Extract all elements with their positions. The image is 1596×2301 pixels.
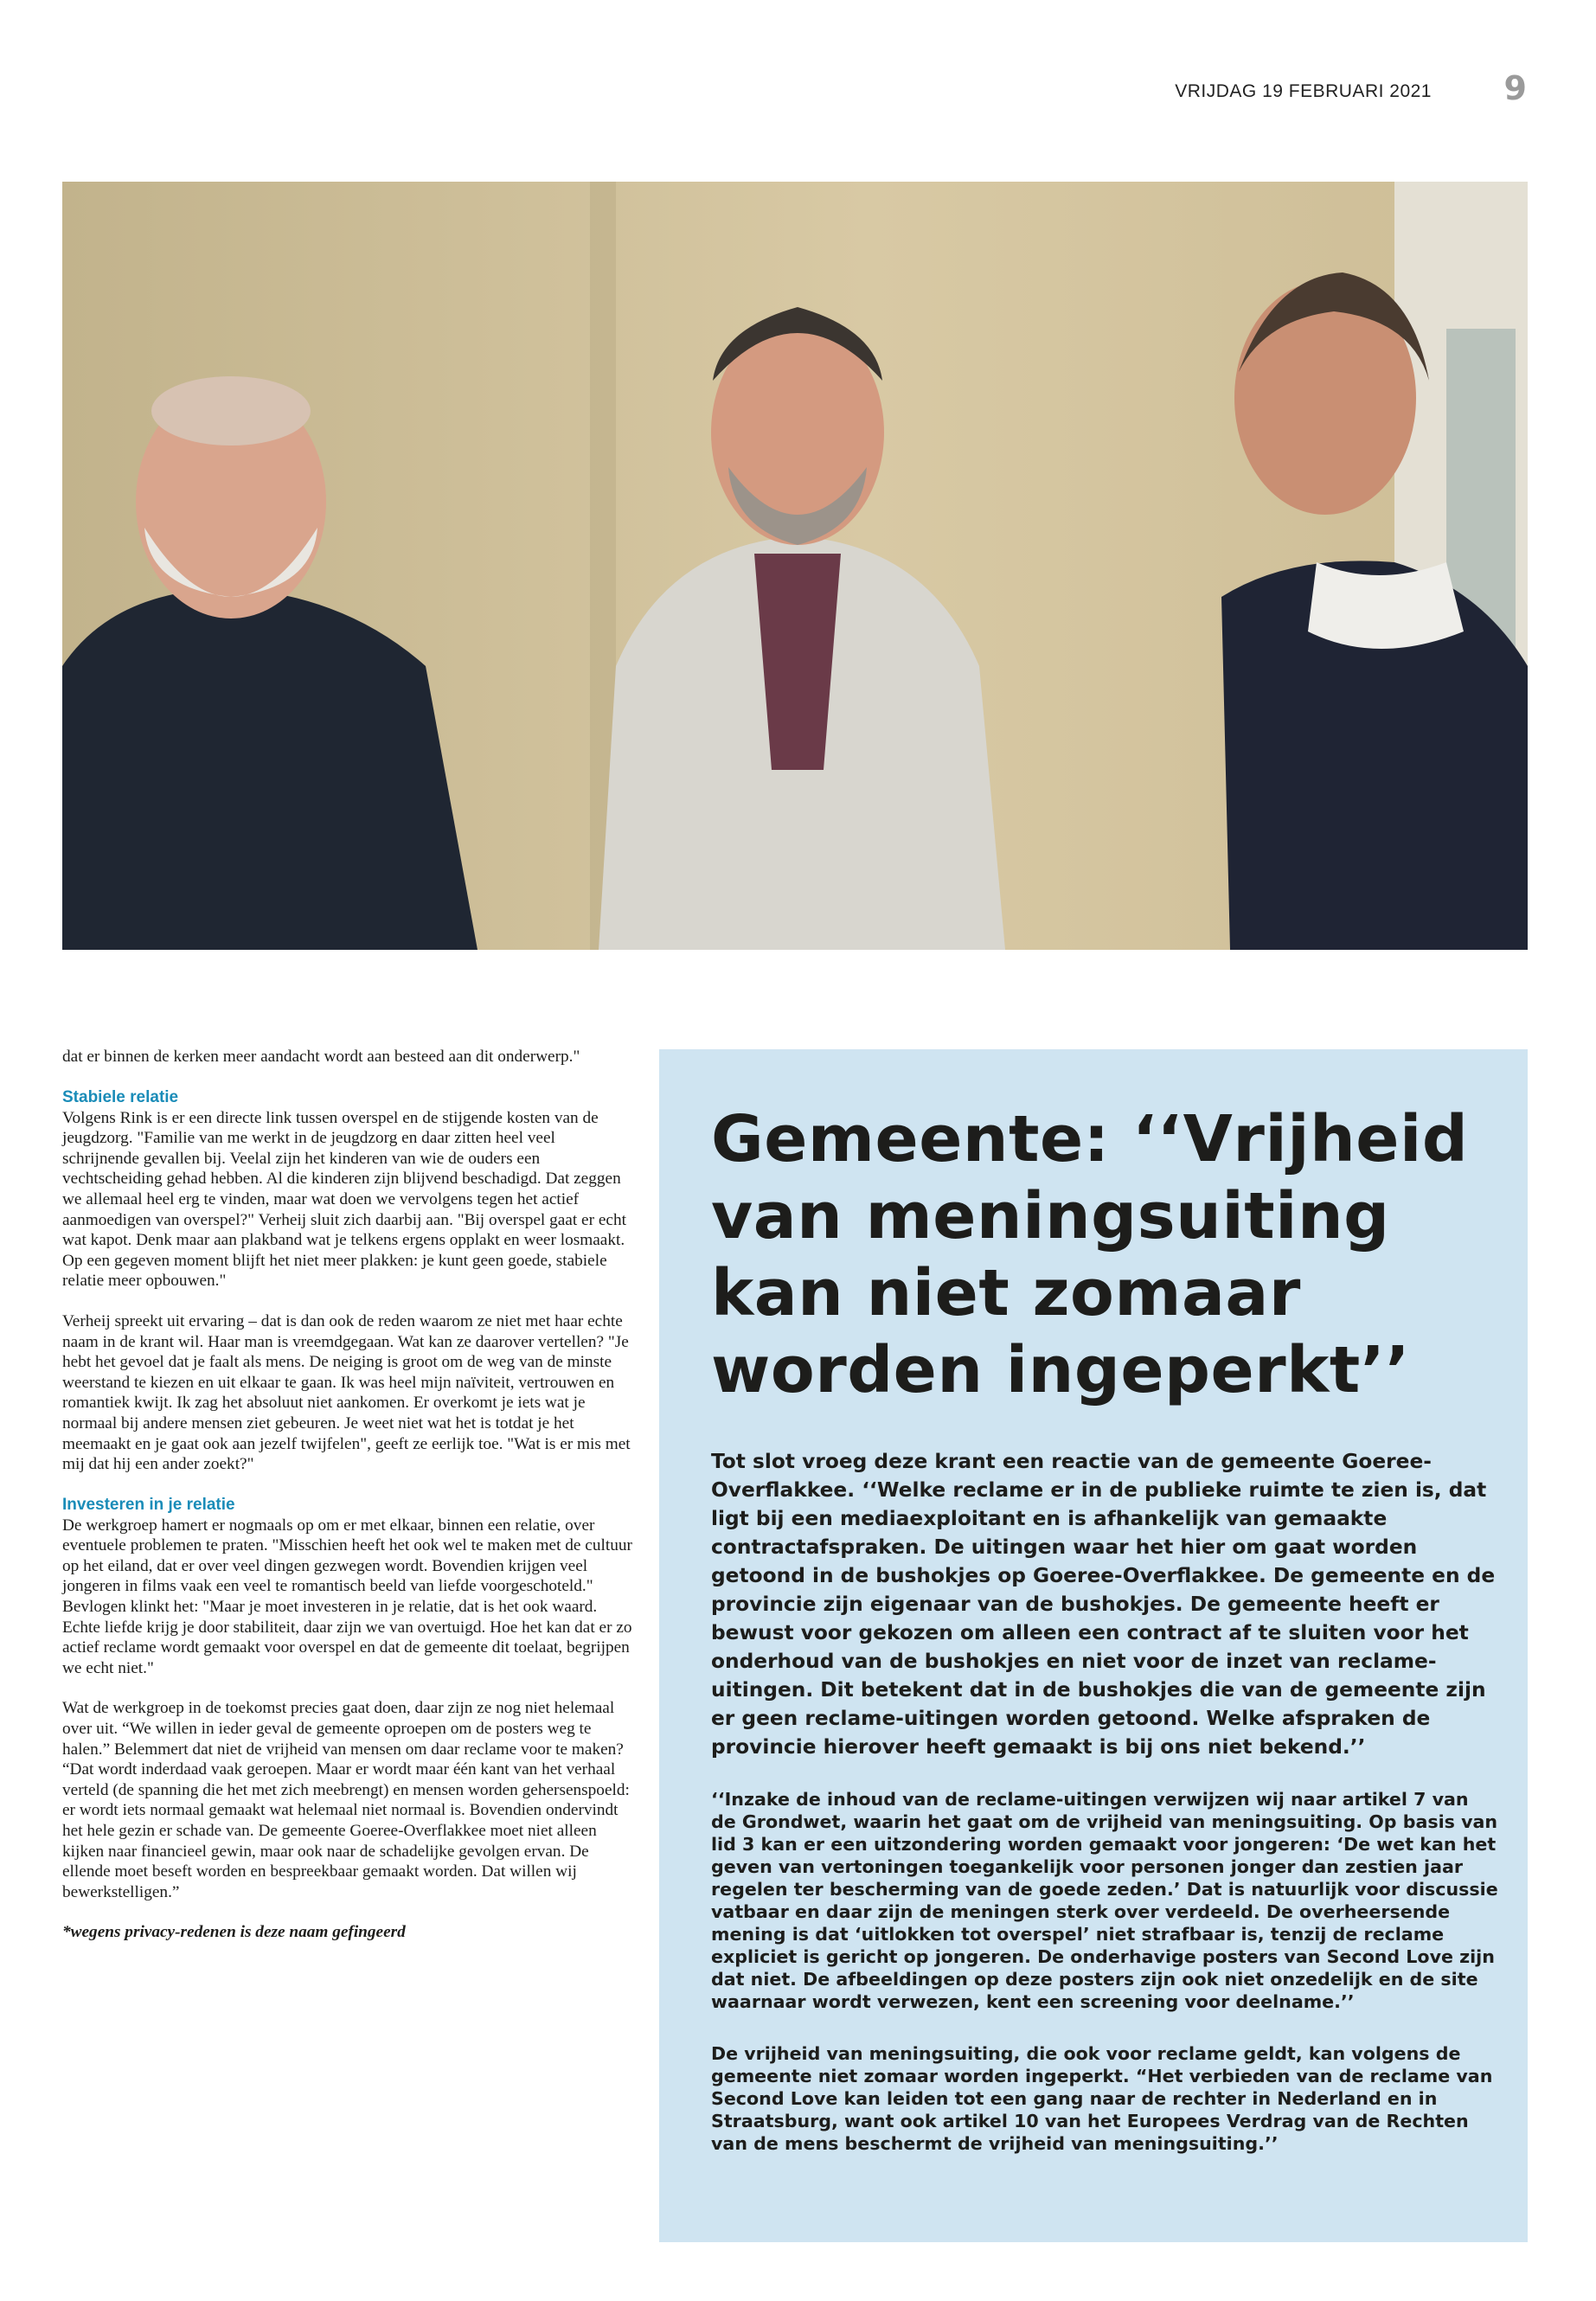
paragraph: De vrijheid van meningsuiting, die ook voor reclame geldt, kan volgens de gemeente niet zomaar worden ingeperkt. “Het verbieden van de reclame van Second Love kan leiden tot een gang naar de rechter in Nederland en in Straatsburg, want ook artikel 10 van het Europees Verdrag van de Rechten van de mens beschermt de vrijheid van meningsuiting.’’ <box>711 2043 1493 2154</box>
paragraph: Verheij spreekt uit ervaring – dat is dan ook de reden waarom ze niet met haar echte naam in de krant wil. Haar man is vreemdgegaan. Wat kan ze daarover vertellen? "Je hebt het gevoel dat je faalt als mens. De neiging is groot om de weg van de minste weerstand te kiezen en uit elkaar te gaan. Ik was heel mijn naïviteit, vertrouwen en romantiek kwijt. Ik zag het absoluut niet aankomen. Er overkomt je iets wat je normaal bij andere mensen ziet gebeuren. Je weet niet wat het is totdat je het meemaakt en je gaat ook aan jezelf twijfelen", geeft ze eerlijk toe. "Wat is er mis met mij dat hij een ander zoekt?" <box>62 1311 631 1474</box>
paragraph: Volgens Rink is er een directe link tussen overspel en de stijgende kosten van de jeugdzorg. "Familie van me werkt in de jeugdzorg en daar zitten heel veel schrijnende gevallen bij. Veelal zijn het kinderen van wie de ouders een vechtscheiding gehad hebben. Al die kinderen zijn blijvend beschadigd. Dat zeggen we allemaal heel erg te vinden, maar wat doen we vervolgens tegen het actief aanmoedigen van overspel?" Verheij sluit zich daarbij aan. "Bij overspel gaat er echt wat kapot. Denk maar aan plakband wat je telkens ergens opplakt en weer losmaakt. Op een gegeven moment blijft het niet meer plakken: je kunt geen goede, stabiele relatie meer opbouwen." <box>62 1108 626 1291</box>
subheading-investeren: Investeren in je relatie <box>62 1495 235 1514</box>
page-number: 9 <box>1503 69 1527 107</box>
box-paragraph <box>711 2042 1498 2155</box>
paragraph: Wat de werkgroep in de toekomst precies gaat doen, daar zijn ze nog niet helemaal over uit. “We willen in ieder geval de gemeente oproepen om de posters weg te halen.” Belemmert dat niet de vrijheid van mensen om daar reclame voor te maken? “Dat wordt inderdaad vaak geroepen. Maar er wordt maar één kant van het verhaal verteld (de spanning die het met zich meebrengt) en mensen worden gehersenspoeld: er wordt iets normaal gemaakt wat helemaal niet normaal is. Bovendien ondervindt het hele gezin er schade van. De gemeente Goeree-Overflakkee moet niet alleen kijken naar financieel gewin, maar ook naar de schadelijke gevolgen ervan. De ellende moet beseft worden en bespreekbaar gemaakt worden. Dat willen wij bewerkstelligen.” <box>62 1699 630 1901</box>
box-paragraph <box>711 1788 1498 2013</box>
masthead <box>0 69 1596 111</box>
issue-date: VRIJDAG 19 FEBRUARI 2021 <box>1175 81 1432 101</box>
paragraph: De werkgroep hamert er nogmaals op om er met elkaar, binnen een relatie, over eventuele problemen te praten. "Misschien heeft het ook wel te maken met de cultuur op het eiland, dat er over veel dingen gezwegen wordt. Bovendien krijgen veel jongeren in films vaak een veel te romantisch beeld van liefde voorgeschoteld." Bevlogen klinkt het: "Maar je moet investeren in je relatie, dat is het ook waard. Echte liefde krijg je door stabiliteit, daar zijn we van overtuigd. Hoe het kan dat er zo actief reclame wordt gemaakt voor overspel en dat de gemeente dit toelaat, begrijpen we echt niet." <box>62 1516 632 1677</box>
article-photo <box>62 182 1528 950</box>
headline-line: worden ingeperkt’’ <box>711 1333 1410 1407</box>
subheading-stabiele-relatie: Stabiele relatie <box>62 1087 179 1106</box>
paragraph: dat er binnen de kerken meer aandacht wordt aan besteed aan dit onderwerp." <box>62 1048 580 1066</box>
paragraph: ‘‘Inzake de inhoud van de reclame-uitingen verwijzen wij naar artikel 7 van de Grondwet, waarin het gaat om de vrijheid van meningsuiting. Op basis van lid 3 kan er een uitzondering worden gemaakt voor jongeren: ‘De wet kan het geven van vertoningen toegankelijk voor personen jonger dan zestien jaar regelen ter bescherming van de goede zeden.’ Dat is natuurlijk voor discussie vatbaar en daar zijn de meningen sterk over verdeeld. De overheersende mening is dat ‘uitlokken tot overspel’ niet strafbaar is, tenzij de reclame expliciet is gericht op jongeren. De onderhavige posters van Second Love zijn dat niet. De afbeeldingen op deze posters zijn ook niet onzedelijk en de site waarnaar wordt verwezen, kent een screening voor deelname.’’ <box>711 1789 1498 2012</box>
headline-line: Gemeente: ‘‘Vrijheid <box>711 1102 1469 1176</box>
box-lead: Tot slot vroeg deze krant een reactie van de gemeente Goeree-Overflakkee. ‘‘Welke reclame er in de publieke ruimte te zien is, dat ligt bij een mediaexploitant en is afhankelijk van gemaakte contractafspraken. De uitingen waar het hier om gaat worden getoond in de bushokjes op Goeree-Overflakkee. De gemeente en de provincie zijn eigenaar van de bushokjes. De gemeente heeft er bewust voor gekozen om alleen een contract af te sluiten voor het onderhoud van de bushokjes en niet voor de inzet van reclame-uitingen. Dit betekent dat in de bushokjes die van de gemeente zijn er geen reclame-uitingen worden getoond. Welke afspraken de provincie hierover heeft gemaakt is bij ons niet bekend.’’ <box>711 1450 1496 1759</box>
headline-line: van meningsuiting <box>711 1179 1390 1253</box>
photo-illustration <box>62 182 1528 950</box>
headline-line: kan niet zomaar <box>711 1256 1301 1330</box>
sidebar-box <box>659 1049 1528 2242</box>
left-column <box>62 1047 633 1963</box>
privacy-note: *wegens privacy-redenen is deze naam gefingeerd <box>62 1923 406 1942</box>
box-headline <box>711 1101 1490 1409</box>
